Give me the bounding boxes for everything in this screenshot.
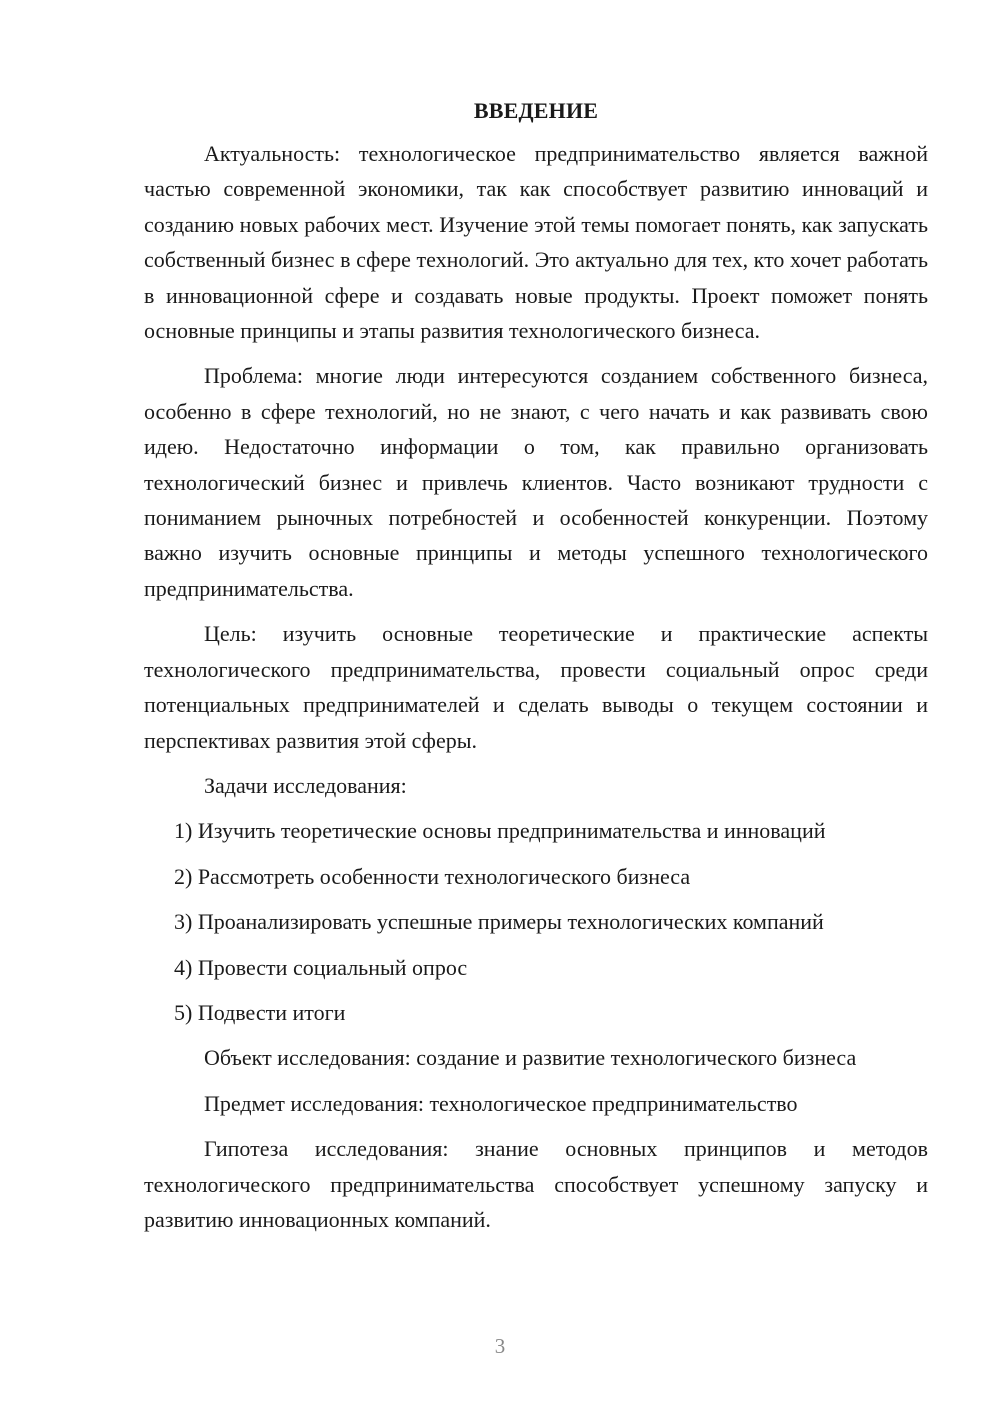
page-title: ВВЕДЕНИЕ [473, 98, 599, 123]
task-item: 1) Изучить теоретические основы предпринимательства и инноваций [174, 818, 826, 844]
task-item: 3) Проанализировать успешные примеры технологических компаний [174, 909, 824, 935]
goal-paragraph: Цель: изучить основные теоретические и практические аспекты технологического предпринимательства, провести социальный опрос среди потенциальных предпринимателей и сделать выводы о текущем состоянии и перспективах развития этой сферы. [144, 621, 928, 753]
tasks-label: Задачи исследования: [204, 772, 407, 798]
task-item: 2) Рассмотреть особенности технологического бизнеса [174, 863, 691, 889]
problem-paragraph: Проблема: многие люди интересуются созданием собственного бизнеса, особенно в сфере технологий, но не знают, с чего начать и как развивать свою идею. Недостаточно информации о том, как правильно организовать технологический бизнес и привлечь клиентов. Часто возникают трудности с пониманием рыночных потребностей и особенностей конкуренции. Поэтому важно изучить основные принципы и методы успешного технологического предпринимательства. [144, 363, 928, 601]
page-content [144, 96, 928, 1247]
page-number: 3 [494, 1334, 506, 1358]
task-item: 4) Провести социальный опрос [174, 954, 468, 980]
relevance-paragraph: Актуальность: технологическое предпринимательство является важной частью современной экономики, так как способствует развитию инноваций и созданию новых рабочих мест. Изучение этой темы помогает понять, как запускать собственный бизнес в сфере технологий. Это актуально для тех, кто хочет работать в инновационной сфере и создавать новые продукты. Проект поможет понять основные принципы и этапы развития технологического бизнеса. [144, 141, 928, 344]
hypothesis-paragraph: Гипотеза исследования: знание основных принципов и методов технологического предпринимательства способствует успешному запуску и развитию инновационных компаний. [144, 1136, 928, 1232]
subject-paragraph: Предмет исследования: технологическое предпринимательство [204, 1090, 798, 1116]
object-paragraph: Объект исследования: создание и развитие технологического бизнеса [204, 1045, 857, 1071]
task-item: 5) Подвести итоги [174, 999, 346, 1025]
tasks-list [144, 813, 928, 1030]
